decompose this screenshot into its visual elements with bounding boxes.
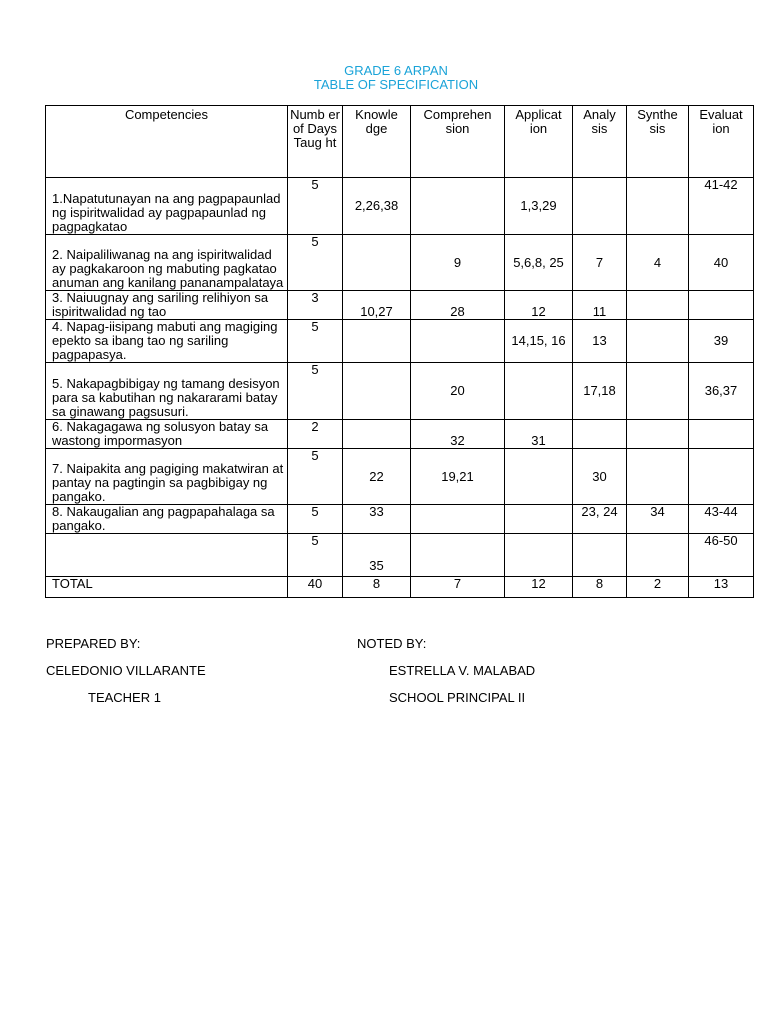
knowledge-cell [343,363,411,420]
analysis-cell: 23, 24 [573,505,627,534]
header-evaluation: Evaluat ion [689,106,754,178]
evaluation-cell [689,449,754,505]
comprehension-cell [411,534,505,577]
evaluation-cell: 43-44 [689,505,754,534]
header-row [46,106,754,178]
application-cell [505,534,573,577]
analysis-cell: 17,18 [573,363,627,420]
header-days: Numb er of Days Taug ht [288,106,343,178]
table-row [46,449,754,505]
synthesis-cell [627,178,689,235]
days-cell: 3 [288,291,343,320]
knowledge-cell: 2,26,38 [343,178,411,235]
competency-cell: 7. Naipakita ang pagiging makatwiran at pantay na pagtingin sa pagbibigay ng pangako. [46,449,288,505]
total-synthesis: 2 [627,577,689,598]
competency-cell: 2. Naipaliliwanag na ang ispiritwalidad ay pagkakaroon ng mabuting pagkatao anuman ang kanilang pananampalataya [46,235,288,291]
evaluation-cell: 41-42 [689,178,754,235]
table-row [46,420,754,449]
comprehension-cell [411,320,505,363]
application-cell [505,363,573,420]
specification-table [45,105,754,598]
evaluation-cell [689,291,754,320]
prepared-by-title: TEACHER 1 [88,690,161,705]
analysis-cell: 13 [573,320,627,363]
comprehension-cell: 19,21 [411,449,505,505]
table-row [46,505,754,534]
synthesis-cell [627,320,689,363]
application-cell [505,449,573,505]
comprehension-cell [411,505,505,534]
table-row [46,178,754,235]
comprehension-cell: 32 [411,420,505,449]
synthesis-cell: 34 [627,505,689,534]
synthesis-cell [627,291,689,320]
total-comprehension: 7 [411,577,505,598]
total-analysis: 8 [573,577,627,598]
synthesis-cell [627,363,689,420]
analysis-cell [573,534,627,577]
application-cell [505,505,573,534]
table-row [46,291,754,320]
header-comprehension: Comprehen sion [411,106,505,178]
evaluation-cell: 40 [689,235,754,291]
total-application: 12 [505,577,573,598]
noted-by-name: ESTRELLA V. MALABAD [389,663,536,678]
analysis-cell: 30 [573,449,627,505]
competency-cell: 3. Naiuugnay ang sariling relihiyon sa ispiritwalidad ng tao [46,291,288,320]
knowledge-cell [343,420,411,449]
synthesis-cell [627,449,689,505]
synthesis-cell [627,534,689,577]
analysis-cell [573,178,627,235]
knowledge-cell [343,320,411,363]
competency-cell: 1.Napatutunayan na ang pagpapaunlad ng ispiritwalidad ay pagpapaunlad ng pagpagkatao [46,178,288,235]
header-knowledge: Knowle dge [343,106,411,178]
synthesis-cell [627,420,689,449]
days-cell: 2 [288,420,343,449]
evaluation-cell: 46-50 [689,534,754,577]
noted-by-label: NOTED BY: [357,636,427,651]
days-cell: 5 [288,178,343,235]
document-title: GRADE 6 ARPAN [344,63,448,78]
knowledge-cell [343,235,411,291]
total-row [46,577,754,598]
total-label: TOTAL [46,577,288,598]
days-cell: 5 [288,235,343,291]
competency-cell: 6. Nakagagawa ng solusyon batay sa wastong impormasyon [46,420,288,449]
prepared-by-name: CELEDONIO VILLARANTE [46,663,206,678]
days-cell: 5 [288,363,343,420]
analysis-cell [573,420,627,449]
competency-cell: 5. Nakapagbibigay ng tamang desisyon para sa kabutihan ng nakararami batay sa ginawang pagsusuri. [46,363,288,420]
analysis-cell: 11 [573,291,627,320]
evaluation-cell: 39 [689,320,754,363]
comprehension-cell: 20 [411,363,505,420]
total-days: 40 [288,577,343,598]
competency-cell: 4. Napag-iisipang mabuti ang magiging epekto sa ibang tao ng sariling pagpapasya. [46,320,288,363]
application-cell: 1,3,29 [505,178,573,235]
header-synthesis: Synthe sis [627,106,689,178]
competency-cell [46,534,288,577]
total-knowledge: 8 [343,577,411,598]
application-cell: 14,15, 16 [505,320,573,363]
knowledge-cell: 33 [343,505,411,534]
analysis-cell: 7 [573,235,627,291]
comprehension-cell: 28 [411,291,505,320]
total-evaluation: 13 [689,577,754,598]
comprehension-cell [411,178,505,235]
days-cell: 5 [288,505,343,534]
knowledge-cell: 10,27 [343,291,411,320]
application-cell: 5,6,8, 25 [505,235,573,291]
days-cell: 5 [288,534,343,577]
application-cell: 12 [505,291,573,320]
table-row [46,534,754,577]
days-cell: 5 [288,320,343,363]
table-row [46,235,754,291]
table-row [46,363,754,420]
evaluation-cell: 36,37 [689,363,754,420]
knowledge-cell: 35 [343,534,411,577]
table-row [46,320,754,363]
evaluation-cell [689,420,754,449]
application-cell: 31 [505,420,573,449]
document-subtitle: TABLE OF SPECIFICATION [313,77,479,92]
synthesis-cell: 4 [627,235,689,291]
comprehension-cell: 9 [411,235,505,291]
knowledge-cell: 22 [343,449,411,505]
header-analysis: Analy sis [573,106,627,178]
header-competencies: Competencies [46,106,288,178]
competency-cell: 8. Nakaugalian ang pagpapahalaga sa pangako. [46,505,288,534]
prepared-by-label: PREPARED BY: [46,636,141,651]
days-cell: 5 [288,449,343,505]
header-application: Applicat ion [505,106,573,178]
noted-by-title: SCHOOL PRINCIPAL II [389,690,526,705]
